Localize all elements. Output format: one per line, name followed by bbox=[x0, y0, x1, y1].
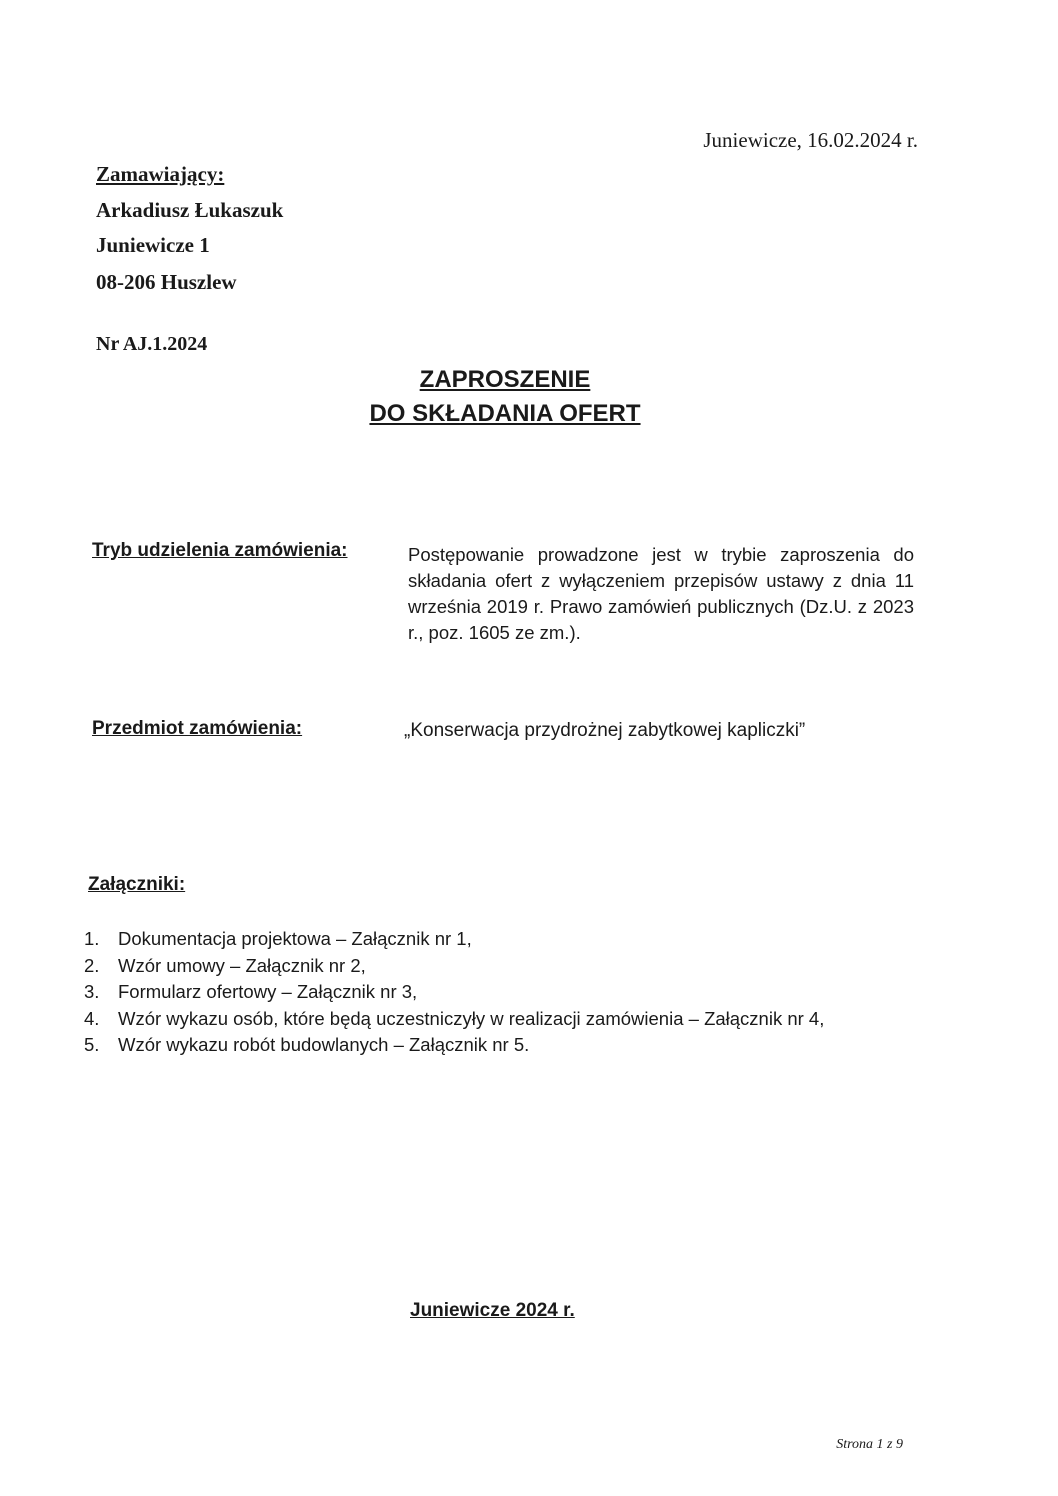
ordering-party-label: Zamawiający: bbox=[96, 162, 225, 186]
ordering-party-address-line: 08-206 Huszlew bbox=[96, 270, 237, 294]
list-item bbox=[84, 979, 824, 1006]
list-item bbox=[84, 1032, 824, 1059]
list-item-number: 4. bbox=[84, 1007, 100, 1029]
list-item-text: Formularz ofertowy – Załącznik nr 3, bbox=[118, 981, 418, 1002]
subject-text: „Konserwacja przydrożnej zabytkowej kapliczki” bbox=[404, 720, 806, 741]
procedure-label: Tryb udzielenia zamówienia: bbox=[92, 540, 348, 561]
title-line: ZAPROSZENIE bbox=[419, 366, 591, 393]
ordering-party-address-line: Juniewicze 1 bbox=[96, 233, 210, 257]
list-item-text: Wzór wykazu robót budowlanych – Załącznik nr 5. bbox=[118, 1034, 530, 1055]
list-item-text: Wzór umowy – Załącznik nr 2, bbox=[118, 954, 366, 976]
list-item-number: 5. bbox=[84, 1034, 100, 1055]
list-item-number: 3. bbox=[84, 981, 100, 1002]
list-item bbox=[84, 953, 824, 980]
list-item-number: 1. bbox=[84, 928, 100, 949]
attachments-list bbox=[84, 926, 824, 1059]
list-item-number: 2. bbox=[84, 954, 100, 976]
footer-place-year: Juniewicze 2024 r. bbox=[410, 1300, 575, 1321]
attachments-label: Załączniki: bbox=[88, 874, 186, 895]
list-item-text: Dokumentacja projektowa – Załącznik nr 1, bbox=[118, 928, 472, 949]
reference-number: Nr AJ.1.2024 bbox=[96, 333, 208, 355]
title-line: DO SKŁADANIA OFERT bbox=[369, 400, 641, 427]
list-item bbox=[84, 1006, 824, 1033]
document-title bbox=[0, 363, 1010, 431]
procedure-text: Postępowanie prowadzone jest w trybie zaproszenia do składania ofert z wyłączeniem przepisów ustawy z dnia 11 września 2019 r. Prawo zamówień publicznych (Dz.U. z 2023 r., poz. 1605 ze zm.). bbox=[408, 544, 914, 643]
ordering-party-name: Arkadiusz Łukaszuk bbox=[96, 198, 284, 222]
subject-label: Przedmiot zamówienia: bbox=[92, 718, 303, 739]
page-indicator: Strona 1 z 9 bbox=[836, 1437, 903, 1452]
list-item bbox=[84, 926, 824, 953]
place-date: Juniewicze, 16.02.2024 r. bbox=[703, 128, 918, 152]
list-item-text: Wzór wykazu osób, które będą uczestniczyły w realizacji zamówienia – Załącznik nr 4, bbox=[118, 1007, 825, 1029]
